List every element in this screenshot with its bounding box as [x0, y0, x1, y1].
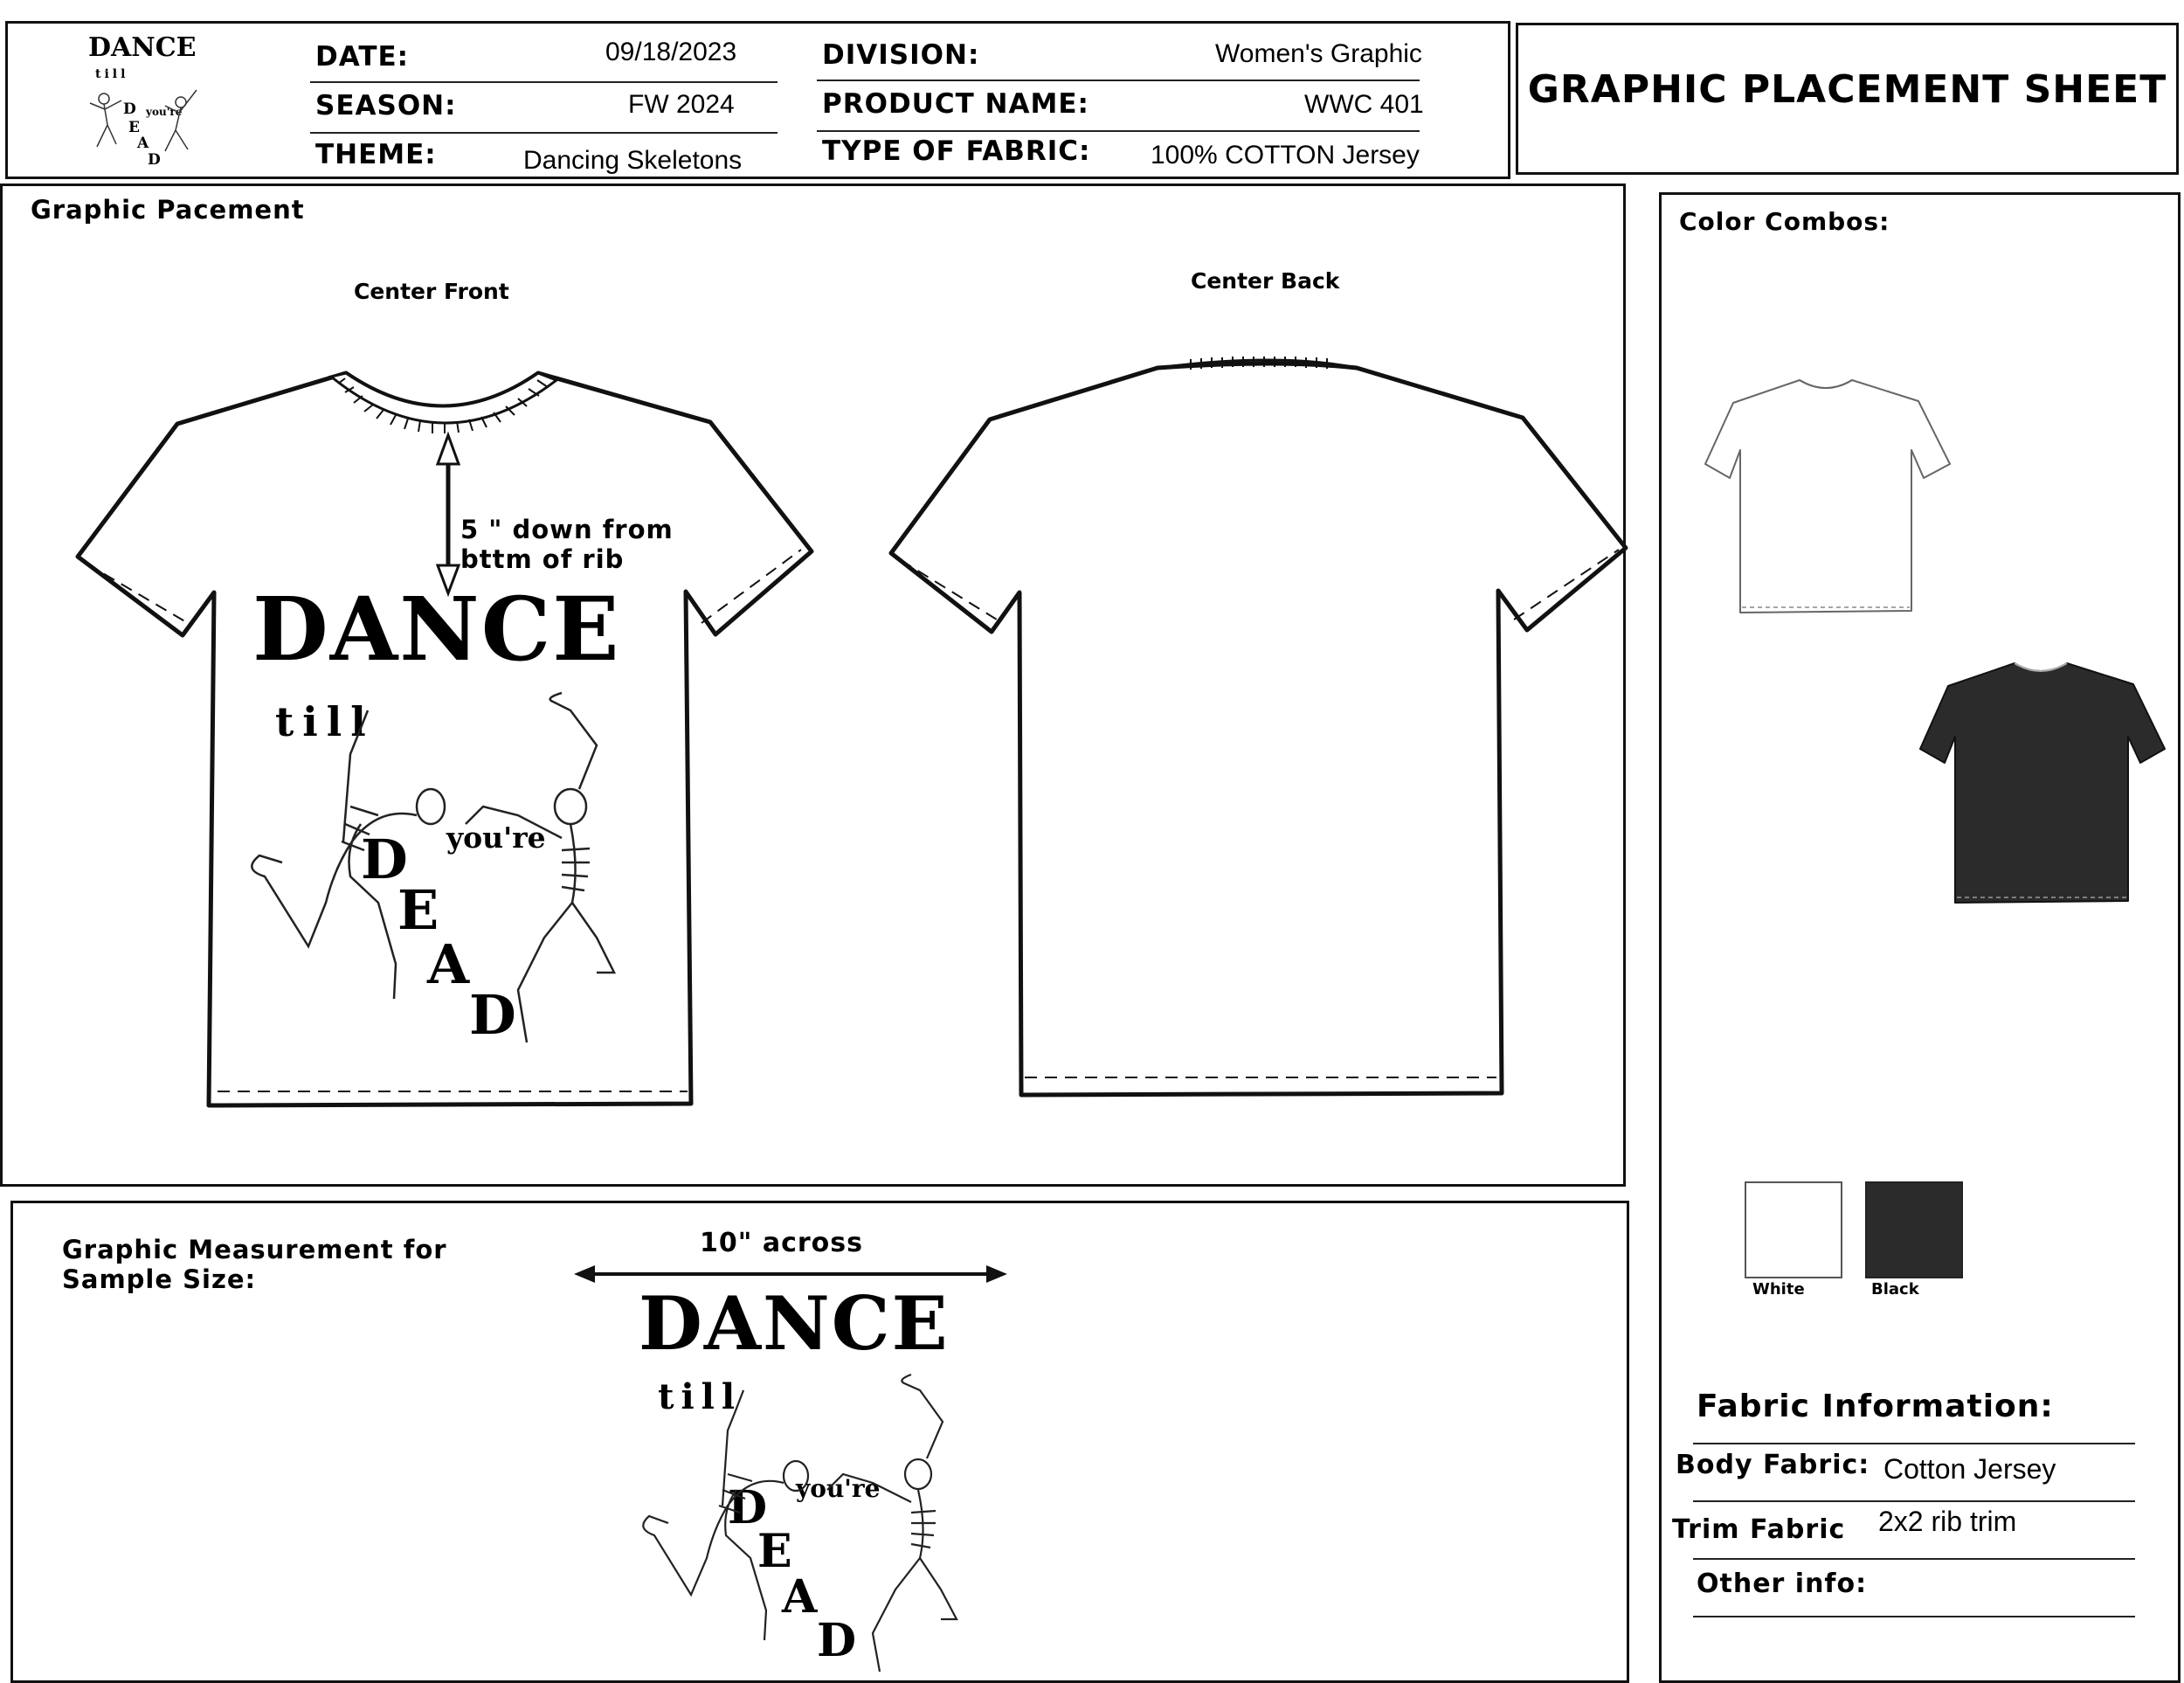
measure-note-line1: 5 " down from [460, 515, 674, 544]
division-label: DIVISION: [822, 39, 980, 71]
season-label: SEASON: [315, 90, 457, 121]
logo-letter-d2: D [148, 151, 161, 169]
front-skeleton-art [247, 675, 649, 1042]
color-panel [1659, 192, 2181, 1683]
logo-till: till [95, 67, 129, 81]
logo-title: DANCE [88, 32, 197, 63]
fabric-type-value: 100% COTTON Jersey [1151, 141, 1420, 170]
front-graphic-title: DANCE [252, 578, 621, 681]
color-combos-title: Color Combos: [1679, 207, 1890, 236]
division-value: Women's Graphic [1215, 39, 1422, 68]
header-box [5, 21, 1510, 179]
back-tee [876, 343, 1636, 1130]
fabric-info-rule [1693, 1443, 2135, 1444]
date-label: DATE: [315, 41, 410, 73]
swatch-black-label: Black [1871, 1280, 1919, 1299]
white-tee-thumbnail [1704, 361, 1957, 614]
other-info-label: Other info: [1697, 1569, 1868, 1599]
body-fabric-rule [1693, 1500, 2135, 1502]
date-value: 09/18/2023 [605, 38, 737, 66]
date-rule [310, 81, 778, 83]
front-graphic-letter-d2: D [469, 983, 516, 1047]
sample-graphic-letter-a: A [782, 1570, 818, 1624]
logo [78, 29, 209, 173]
product-name-value: WWC 401 [1304, 90, 1424, 119]
trim-fabric-value: 2x2 rib trim [1878, 1506, 2017, 1537]
fabric-type-label: TYPE OF FABRIC: [822, 135, 1091, 167]
title-box [1516, 23, 2179, 175]
front-graphic-youre: you're [446, 821, 546, 855]
swatch-white-label: White [1752, 1280, 1805, 1299]
front-graphic-letter-d1: D [361, 828, 408, 891]
product-rule [817, 130, 1420, 132]
sample-graphic-till: till [658, 1376, 743, 1417]
sample-skeleton-art [639, 1361, 988, 1675]
measurement-panel [10, 1201, 1629, 1683]
logo-skeleton-art [78, 64, 209, 173]
center-back-label: Center Back [1191, 268, 1340, 294]
theme-label: THEME: [315, 139, 437, 170]
sample-graphic-title: DANCE [639, 1280, 950, 1367]
black-tee-thumbnail [1918, 644, 2172, 906]
other-info-rule [1693, 1616, 2135, 1617]
theme-value: Dancing Skeletons [523, 146, 743, 175]
measurement-title-line2: Sample Size: [62, 1264, 257, 1294]
front-graphic-till: till [275, 698, 375, 745]
logo-letter-a: A [137, 135, 149, 152]
trim-fabric-label: Trim Fabric [1672, 1514, 1846, 1545]
placement-panel [0, 184, 1626, 1187]
sample-graphic-letter-d1: D [728, 1481, 768, 1534]
fabric-info-title: Fabric Information: [1697, 1389, 2054, 1424]
sheet-title: GRAPHIC PLACEMENT SHEET [1527, 67, 2167, 112]
season-rule [310, 132, 778, 134]
width-label: 10" across [700, 1228, 863, 1258]
logo-letter-d1: D [123, 100, 136, 118]
season-value: FW 2024 [628, 90, 735, 119]
sample-graphic-letter-e: E [757, 1525, 792, 1578]
sample-graphic-youre: you're [796, 1474, 881, 1503]
sample-graphic-letter-d2: D [817, 1614, 857, 1667]
placement-title: Graphic Pacement [31, 195, 305, 225]
trim-fabric-rule [1693, 1558, 2135, 1560]
front-graphic-letter-e: E [397, 878, 439, 942]
measure-note-line2: bttm of rib [460, 544, 625, 574]
logo-youre: you're [146, 106, 183, 118]
front-graphic-letter-a: A [427, 932, 470, 996]
body-fabric-label: Body Fabric: [1676, 1450, 1870, 1480]
logo-letter-e: E [128, 119, 140, 136]
swatch-white [1745, 1181, 1842, 1278]
measurement-title-line1: Graphic Measurement for [62, 1235, 447, 1264]
product-name-label: PRODUCT NAME: [822, 88, 1089, 120]
center-front-label: Center Front [354, 279, 509, 304]
body-fabric-value: Cotton Jersey [1883, 1453, 2056, 1485]
division-rule [817, 80, 1420, 81]
swatch-black [1865, 1181, 1963, 1278]
